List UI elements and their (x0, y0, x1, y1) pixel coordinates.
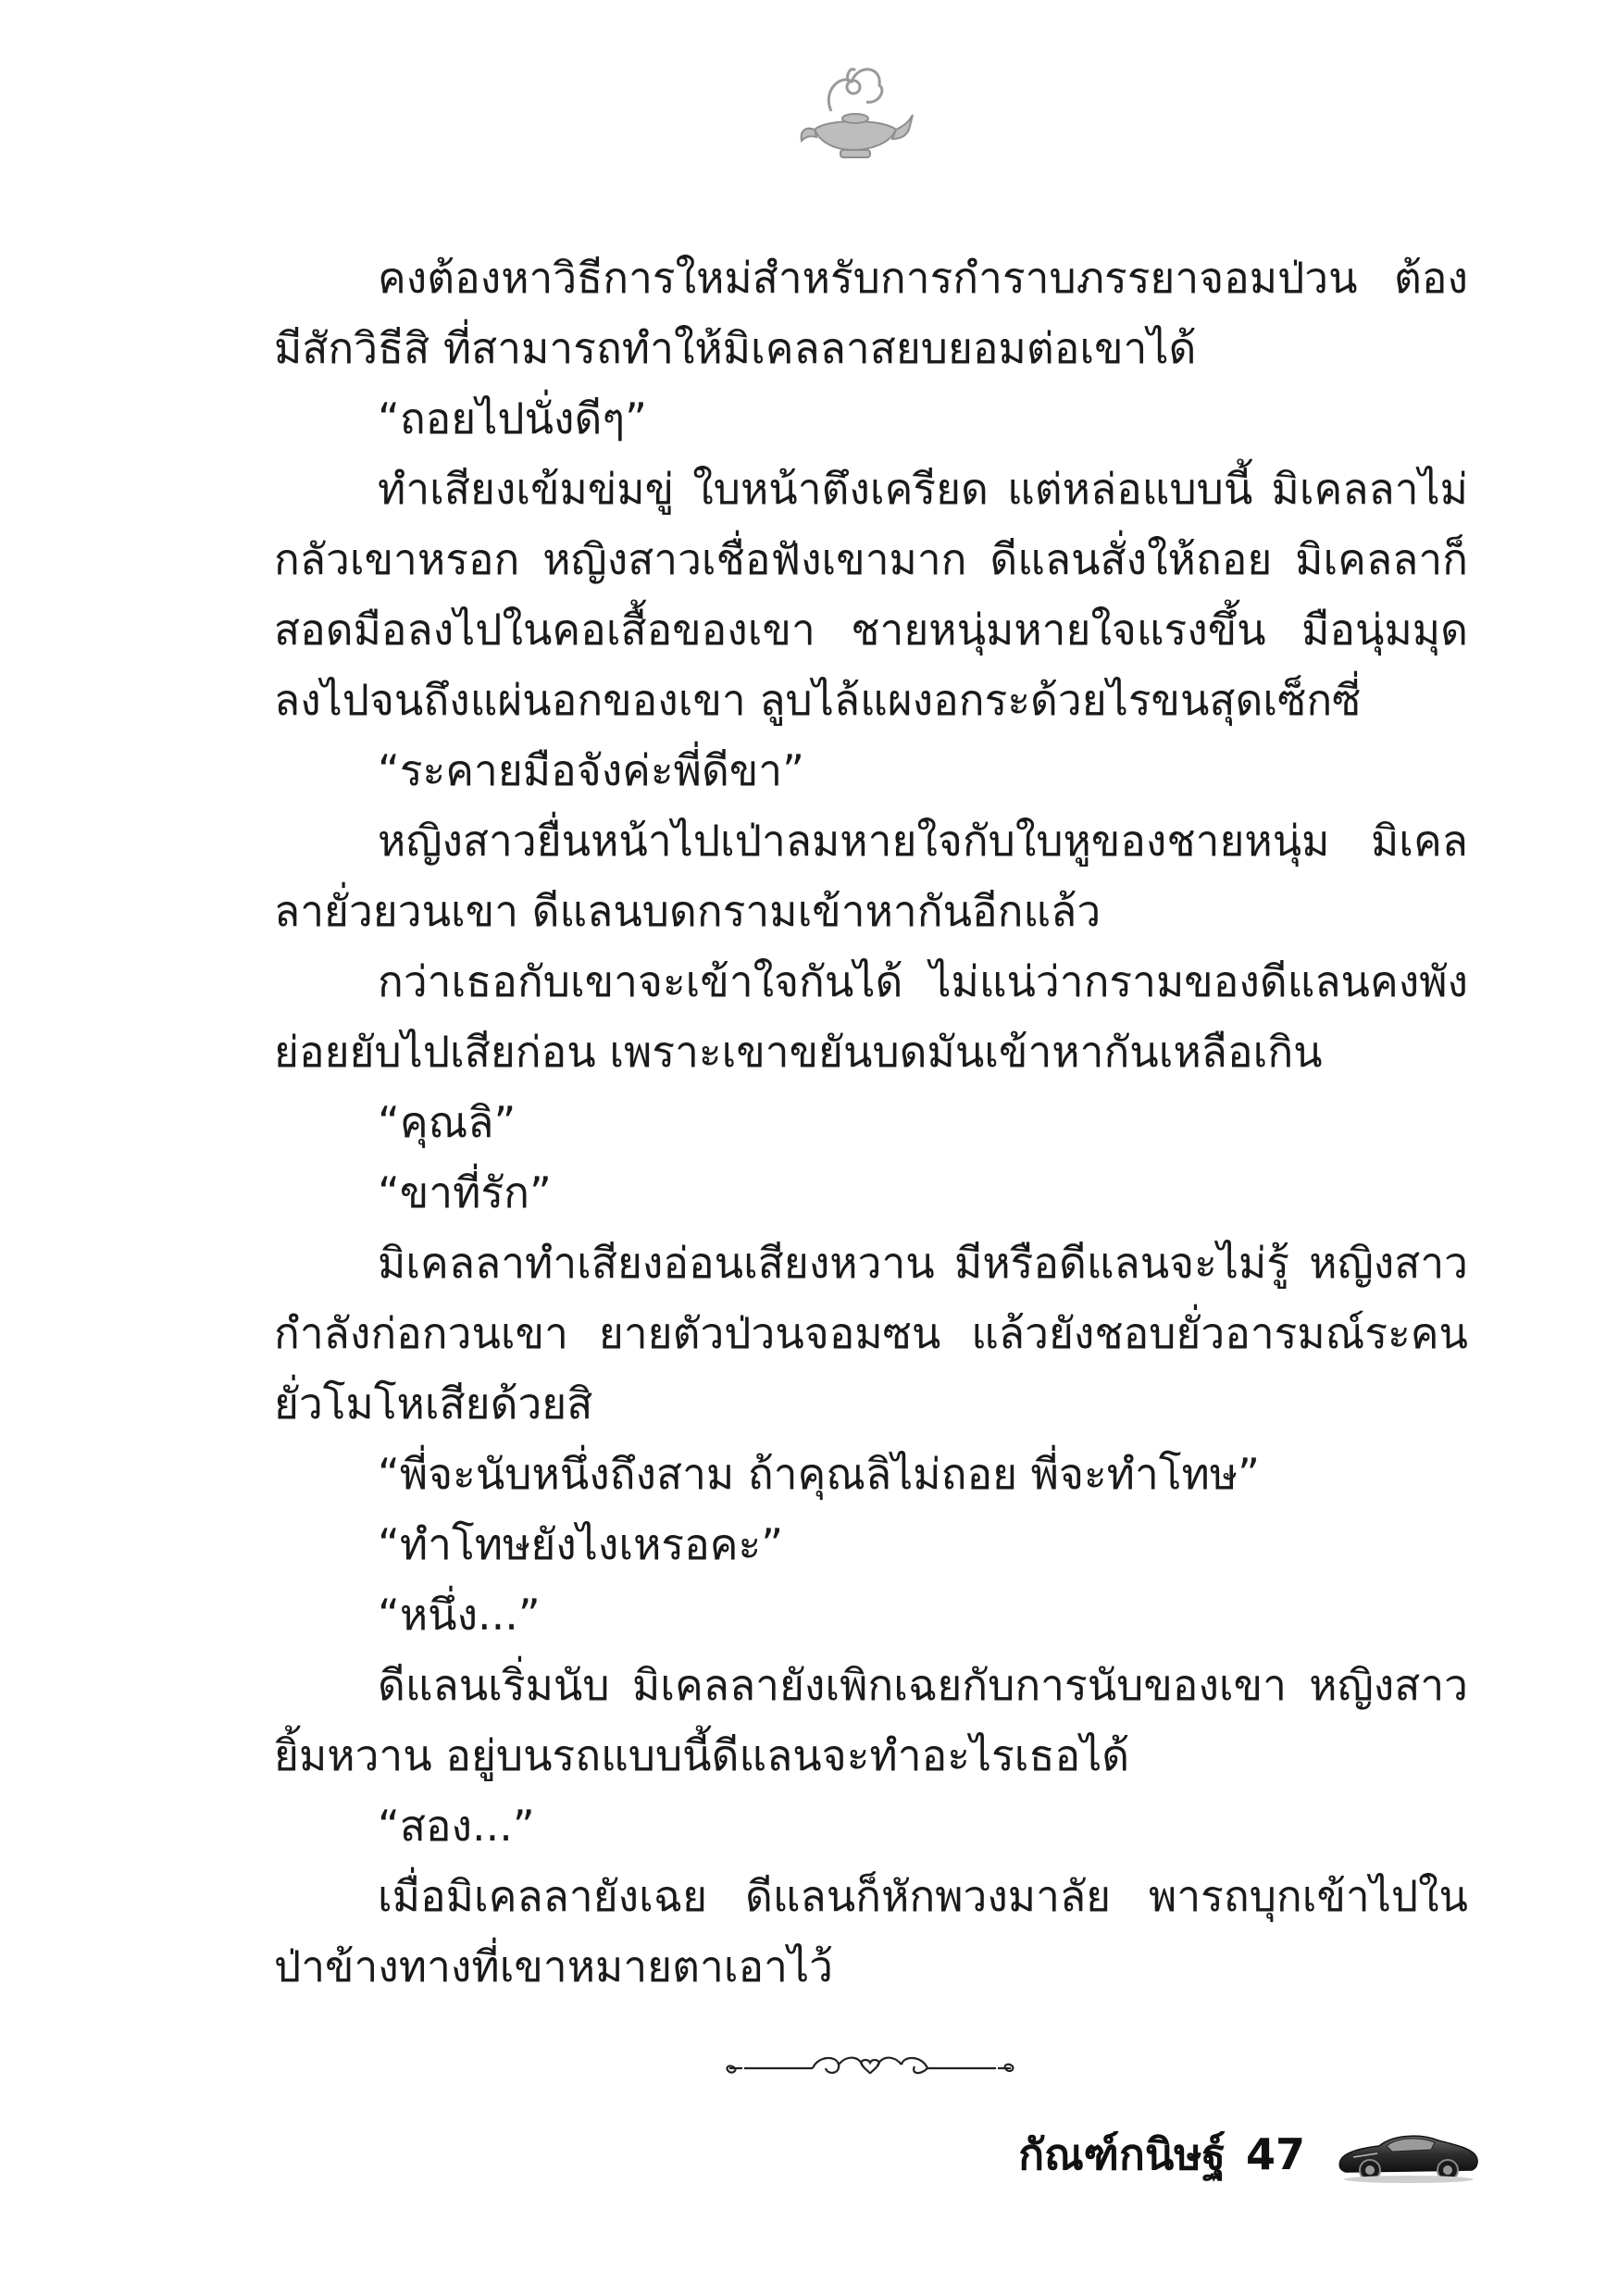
genie-lamp-icon (794, 54, 915, 174)
dialogue-line: “พี่จะนับหนึ่งถึงสาม ถ้าคุณลิไม่ถอย พี่จะทำโทษ” (378, 1449, 1260, 1499)
paragraph: ทำเสียงเข้มข่มขู่ ใบหน้าตึงเครียด แต่หล่อแบบนี้ มิเคลลาไม่กลัวเขาหรอก หญิงสาวเชื่อฟังเขามาก ดีแลนสั่งให้ถอย มิเคลลาก็สอดมือลงไปในคอเสื้อของเขา ชายหนุ่มหายใจแรงขึ้น มือนุ่มมุดลงไปจนถึงแผ่นอกของเขา ลูบไล้แผงอกระด้วยไรขนสุดเซ็กซี่ (274, 464, 1468, 725)
dialogue-line: “ระคายมือจังค่ะพี่ดีขา” (378, 745, 804, 795)
paragraph: เมื่อมิเคลลายังเฉย ดีแลนก็หักพวงมาลัย พารถบุกเข้าไปในป่าข้างทางที่เขาหมายตาเอาไว้ (274, 1871, 1468, 1991)
paragraph: หญิงสาวยื่นหน้าไปเป่าลมหายใจกับใบหูของชายหนุ่ม มิเคลลายั่วยวนเขา ดีแลนบดกรามเข้าหากันอีกแล้ว (274, 816, 1468, 936)
page-number: 47 (1245, 2129, 1305, 2179)
story-text (274, 243, 1468, 2002)
dialogue-line: “คุณลิ” (378, 1097, 517, 1147)
paragraph: กว่าเธอกับเขาจะเข้าใจกันได้ ไม่แน่ว่ากรามของดีแลนคงพังย่อยยับไปเสียก่อน เพราะเขาขยันบดมันเข้าหากันเหลือเกิน (274, 956, 1468, 1077)
paragraph: คงต้องหาวิธีการใหม่สำหรับการกำราบภรรยาจอมป่วน ต้องมีสักวิธีสิ ที่สามารถทำให้มิเคลลาสยบยอมต่อเขาได้ (274, 253, 1468, 373)
dialogue-line: “ขาที่รัก” (378, 1167, 552, 1217)
page-footer (1018, 2113, 1481, 2196)
dialogue-line: “ถอยไปนั่งดีๆ” (378, 393, 647, 443)
flourish-divider-icon (722, 2046, 1018, 2087)
book-title: กัณฑ์กนิษฐ์ (1018, 2128, 1226, 2179)
dialogue-line: “ทำโทษยังไงเหรอคะ” (378, 1519, 784, 1569)
sports-car-icon (1335, 2124, 1481, 2185)
dialogue-line: “สอง...” (378, 1801, 535, 1851)
paragraph: ดีแลนเริ่มนับ มิเคลลายังเพิกเฉยกับการนับของเขา หญิงสาวยิ้มหวาน อยู่บนรถแบบนี้ดีแลนจะทำอะไรเธอได้ (274, 1660, 1468, 1780)
dialogue-line: “หนึ่ง...” (378, 1590, 541, 1640)
paragraph: มิเคลลาทำเสียงอ่อนเสียงหวาน มีหรือดีแลนจะไม่รู้ หญิงสาวกำลังก่อกวนเขา ยายตัวป่วนจอมซน แล้วยังชอบยั่วอารมณ์ระคนยั่วโมโหเสียด้วยสิ (274, 1238, 1468, 1429)
